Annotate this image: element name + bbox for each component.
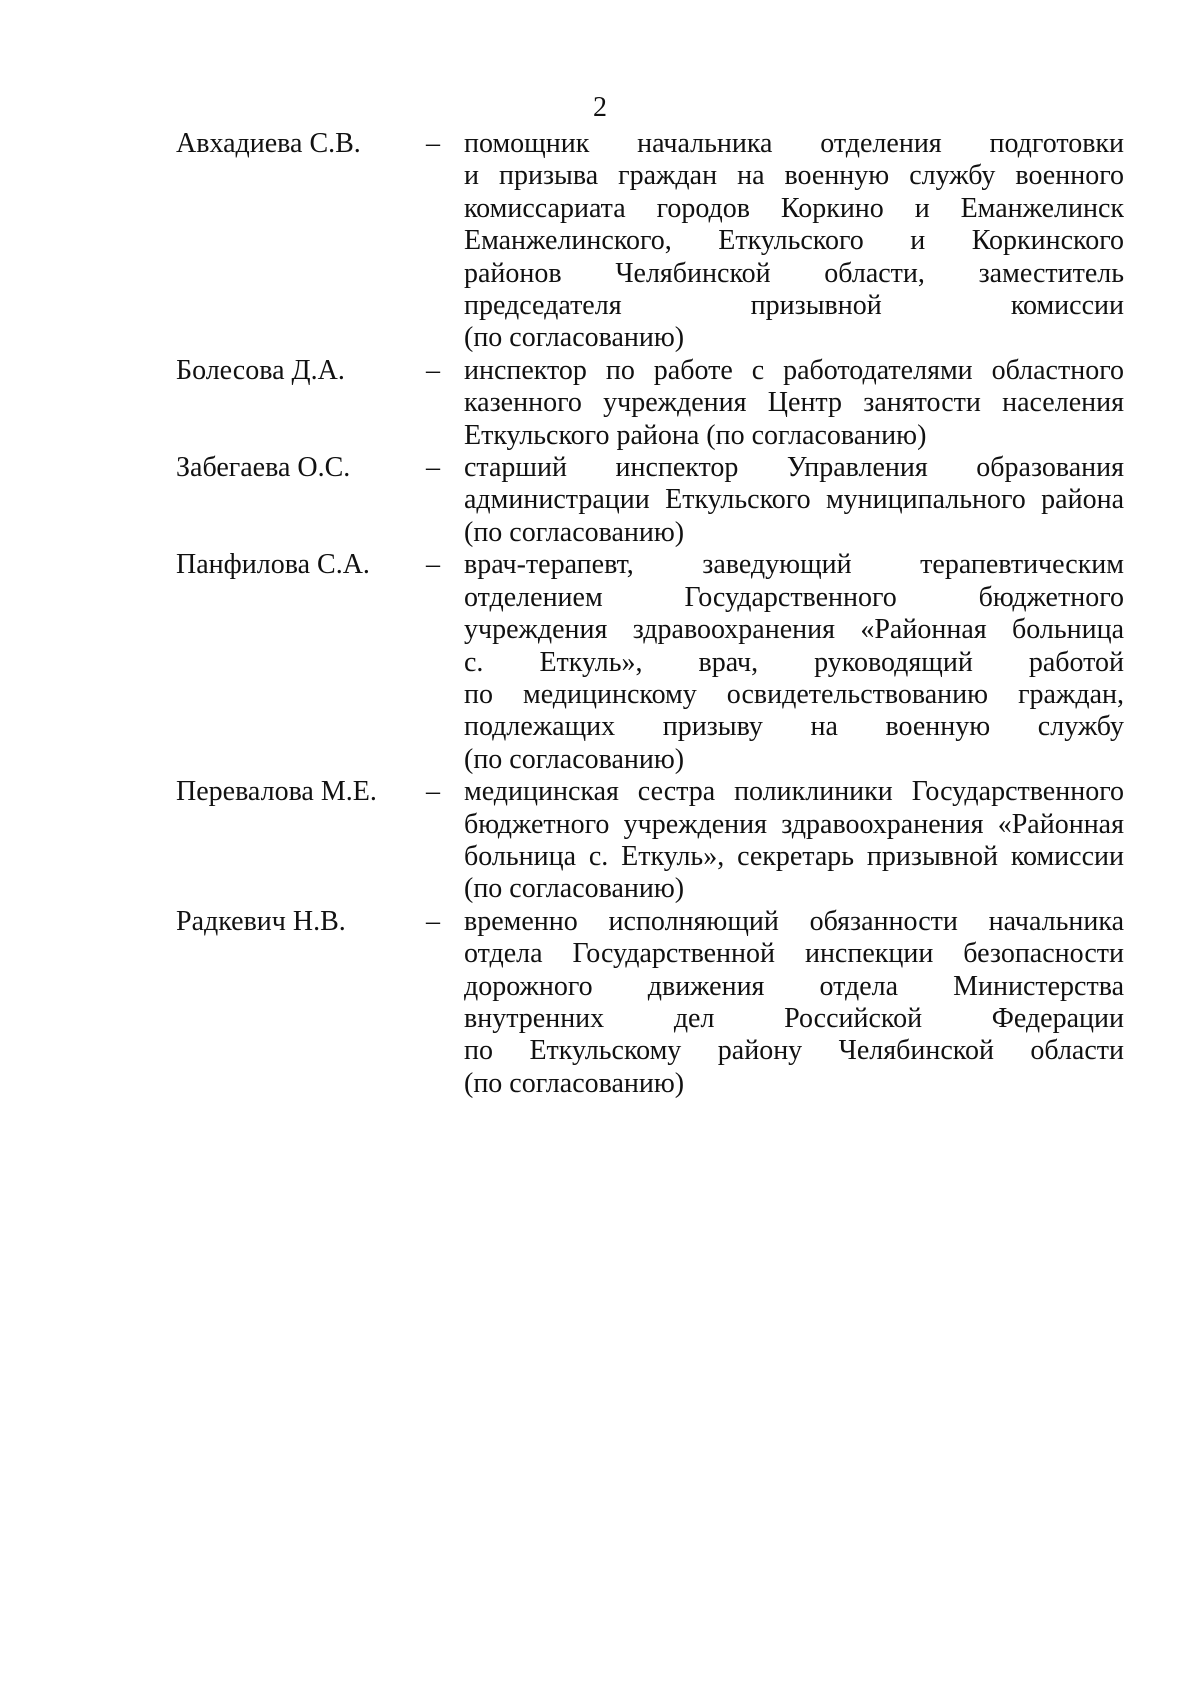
member-dash: –	[426, 354, 440, 386]
member-role	[464, 355, 1124, 452]
member-role	[464, 549, 1124, 776]
member-name: Авхадиева С.В.	[176, 128, 361, 159]
member-role	[464, 906, 1124, 1100]
member-dash: –	[426, 549, 440, 581]
role-line: бюджетного учреждения здравоохранения «Районная	[464, 808, 1124, 840]
member-name: Забегаева О.С.	[176, 452, 351, 484]
role-line: по Еткульскому району Челябинской области	[464, 1035, 1124, 1067]
member-role	[464, 128, 1124, 355]
member-name: Панфилова С.А.	[176, 549, 370, 581]
member-entry	[0, 776, 1200, 906]
member-dash: –	[426, 452, 440, 484]
role-line: помощник начальника отделения подготовки	[464, 128, 1124, 159]
role-line: отдела Государственной инспекции безопасности	[464, 938, 1124, 970]
role-line: (по согласованию)	[464, 322, 685, 354]
commission-members-list	[0, 128, 1200, 1100]
role-line: временно исполняющий обязанности начальника	[464, 905, 1124, 937]
page-number: 2	[593, 92, 607, 123]
member-dash: –	[426, 905, 440, 937]
role-line: врач-терапевт, заведующий терапевтическим	[464, 549, 1124, 581]
role-line: районов Челябинской области, заместитель	[464, 257, 1124, 289]
member-dash: –	[426, 776, 440, 808]
role-line: Еманжелинского, Еткульского и Коркинского	[464, 225, 1124, 257]
role-line: внутренних дел Российской Федерации	[464, 1002, 1124, 1034]
role-line: больница с. Еткуль», секретарь призывной комиссии	[464, 840, 1124, 872]
role-line: учреждения здравоохранения «Районная больница	[464, 614, 1124, 646]
role-line: Еткульского района (по согласованию)	[464, 419, 927, 451]
role-line: председателя призывной комиссии	[464, 290, 1124, 322]
member-role	[464, 776, 1124, 906]
member-name: Радкевич Н.В.	[176, 905, 346, 937]
role-line: по медицинскому освидетельствованию граждан,	[464, 678, 1124, 710]
role-line: подлежащих призыву на военную службу	[464, 711, 1124, 743]
member-entry	[0, 128, 1200, 355]
role-line: медицинская сестра поликлиники Государственного	[464, 776, 1124, 808]
member-entry	[0, 906, 1200, 1100]
member-role	[464, 452, 1124, 549]
role-line: (по согласованию)	[464, 1067, 685, 1099]
member-dash: –	[426, 128, 440, 159]
member-entry	[0, 549, 1200, 776]
role-line: с. Еткуль», врач, руководящий работой	[464, 646, 1124, 678]
member-name: Болесова Д.А.	[176, 354, 345, 386]
role-line: (по согласованию)	[464, 516, 685, 548]
role-line: старший инспектор Управления образования	[464, 452, 1124, 484]
role-line: отделением Государственного бюджетного	[464, 581, 1124, 613]
role-line: администрации Еткульского муниципального района	[464, 484, 1124, 516]
role-line: (по согласованию)	[464, 873, 685, 905]
role-line: комиссариата городов Коркино и Еманжелинск	[464, 192, 1124, 224]
member-entry	[0, 355, 1200, 452]
role-line: инспектор по работе с работодателями областного	[464, 354, 1124, 386]
role-line: и призыва граждан на военную службу военного	[464, 160, 1124, 192]
role-line: (по согласованию)	[464, 743, 685, 775]
role-line: казенного учреждения Центр занятости населения	[464, 387, 1124, 419]
role-line: дорожного движения отдела Министерства	[464, 970, 1124, 1002]
member-name: Перевалова М.Е.	[176, 776, 377, 808]
member-entry	[0, 452, 1200, 549]
